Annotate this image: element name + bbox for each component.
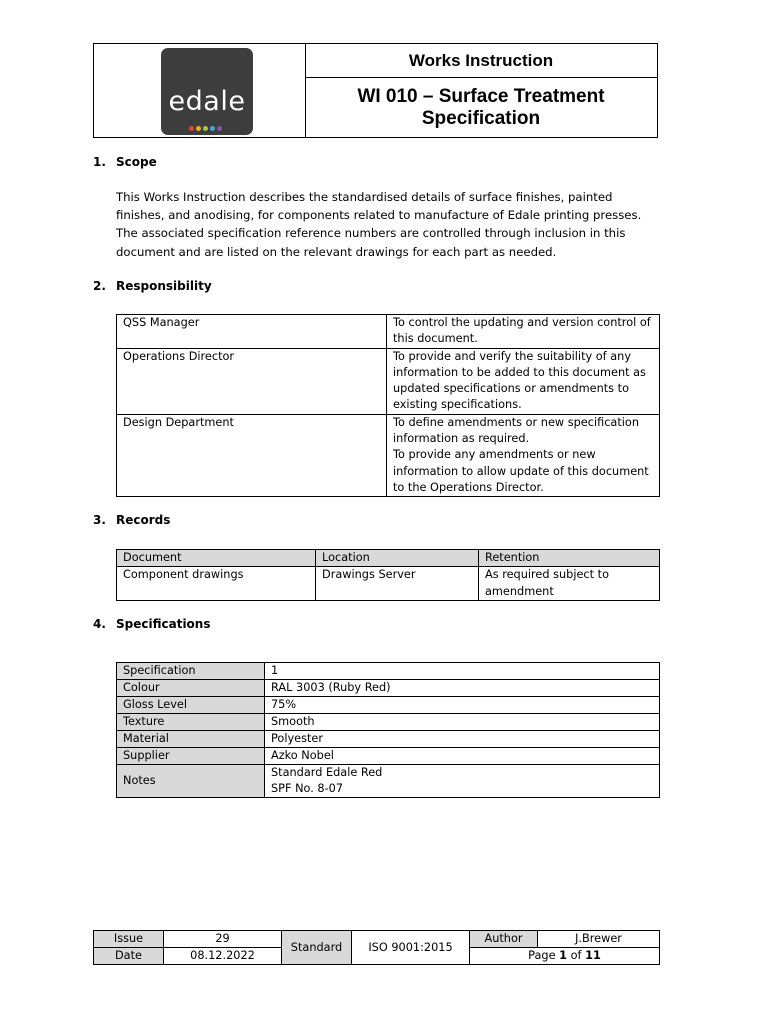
responsibility-table (116, 314, 660, 497)
logo-dot (203, 126, 208, 131)
author-label: Author (470, 931, 538, 948)
section-number: 4. (93, 617, 106, 631)
section-heading-scope (93, 155, 393, 171)
logo-dot (217, 126, 222, 131)
column-header: Location (316, 550, 479, 567)
table-cell: As required subject to amendment (479, 567, 660, 601)
section-title: Scope (116, 155, 157, 169)
spec-value (265, 765, 660, 798)
page-indicator (470, 948, 660, 965)
spec-value (265, 748, 660, 765)
table-row (117, 315, 660, 349)
spec-label: Gloss Level (117, 697, 265, 714)
table-cell: Drawings Server (316, 567, 479, 601)
logo-dot (196, 126, 201, 131)
spec-value-line: Smooth (271, 715, 315, 728)
duty-text: To provide and verify the suitability of any information to be added to this document as updated specifications or amendments to existing specifications. (393, 349, 646, 412)
role-cell: Design Department (117, 414, 387, 496)
spec-value (265, 731, 660, 748)
issue-label: Issue (94, 931, 164, 948)
spec-value-line: Standard Edale Red (271, 766, 383, 779)
duty-cell (387, 315, 660, 349)
section-number: 3. (93, 513, 106, 527)
spec-value-line: SPF No. 8-07 (271, 782, 344, 795)
edale-logo (161, 48, 253, 135)
spec-value-line: RAL 3003 (Ruby Red) (271, 681, 391, 694)
standard-value: ISO 9001:2015 (352, 931, 470, 965)
logo-dot (210, 126, 215, 131)
section-number: 2. (93, 279, 106, 293)
document-footer (93, 930, 660, 965)
spec-value (265, 663, 660, 680)
table-row (117, 748, 660, 765)
author-value: J.Brewer (538, 931, 660, 948)
document-title: WI 010 – Surface Treatment Specification (357, 85, 605, 129)
scope-paragraph: This Works Instruction describes the standardised details of surface finishes, painted finishes, and anodising, for components related to manufacture of Edale printing presses. The associated specification reference numbers are controlled through inclusion in this document and are listed on the relevant drawings for each part as needed. (116, 190, 642, 259)
column-header: Retention (479, 550, 660, 567)
table-cell: Component drawings (117, 567, 316, 601)
spec-label: Colour (117, 680, 265, 697)
duty-cell (387, 348, 660, 414)
table-row (117, 731, 660, 748)
page-prefix: Page (528, 949, 560, 962)
table-row (117, 697, 660, 714)
table-header-row (117, 550, 660, 567)
document-type: Works Instruction (305, 44, 657, 78)
section-heading-records (93, 513, 393, 529)
section-number: 1. (93, 155, 106, 169)
spec-value-line: Polyester (271, 732, 324, 745)
page-middle: of (567, 949, 586, 962)
date-label: Date (94, 948, 164, 965)
document-header (93, 43, 658, 138)
duty-text: To provide any amendments or new information to allow update of this document to the Operations Director. (393, 448, 649, 494)
page-current: 1 (559, 949, 567, 962)
role-cell: Operations Director (117, 348, 387, 414)
table-row (117, 348, 660, 414)
specification-table (116, 662, 660, 798)
duty-text: To control the updating and version control of this document. (393, 316, 651, 346)
table-row (117, 680, 660, 697)
spec-label: Specification (117, 663, 265, 680)
section-heading-specifications (93, 617, 393, 633)
section-title: Responsibility (116, 279, 212, 293)
spec-value-line: 75% (271, 698, 297, 711)
records-table (116, 549, 660, 601)
logo-text: edale (168, 86, 246, 117)
role-cell: QSS Manager (117, 315, 387, 349)
standard-label: Standard (282, 931, 352, 965)
table-row (117, 414, 660, 496)
spec-value-line: Azko Nobel (271, 749, 334, 762)
table-row (117, 765, 660, 798)
spec-label: Texture (117, 714, 265, 731)
column-header: Document (117, 550, 316, 567)
logo-dot (189, 126, 194, 131)
page-total: 11 (585, 949, 601, 962)
spec-value (265, 697, 660, 714)
spec-value-line: 1 (271, 664, 279, 677)
spec-label: Supplier (117, 748, 265, 765)
spec-label: Material (117, 731, 265, 748)
issue-value: 29 (164, 931, 282, 948)
spec-value (265, 714, 660, 731)
table-row (117, 567, 660, 601)
table-row (117, 714, 660, 731)
duty-cell (387, 414, 660, 496)
spec-value (265, 680, 660, 697)
section-title: Records (116, 513, 171, 527)
table-row (117, 663, 660, 680)
duty-text: To define amendments or new specification information as required. (393, 415, 639, 446)
logo-cell (94, 44, 306, 137)
spec-label: Notes (117, 765, 265, 798)
date-value: 08.12.2022 (164, 948, 282, 965)
section-title: Specifications (116, 617, 211, 631)
section-heading-responsibility (93, 279, 393, 295)
